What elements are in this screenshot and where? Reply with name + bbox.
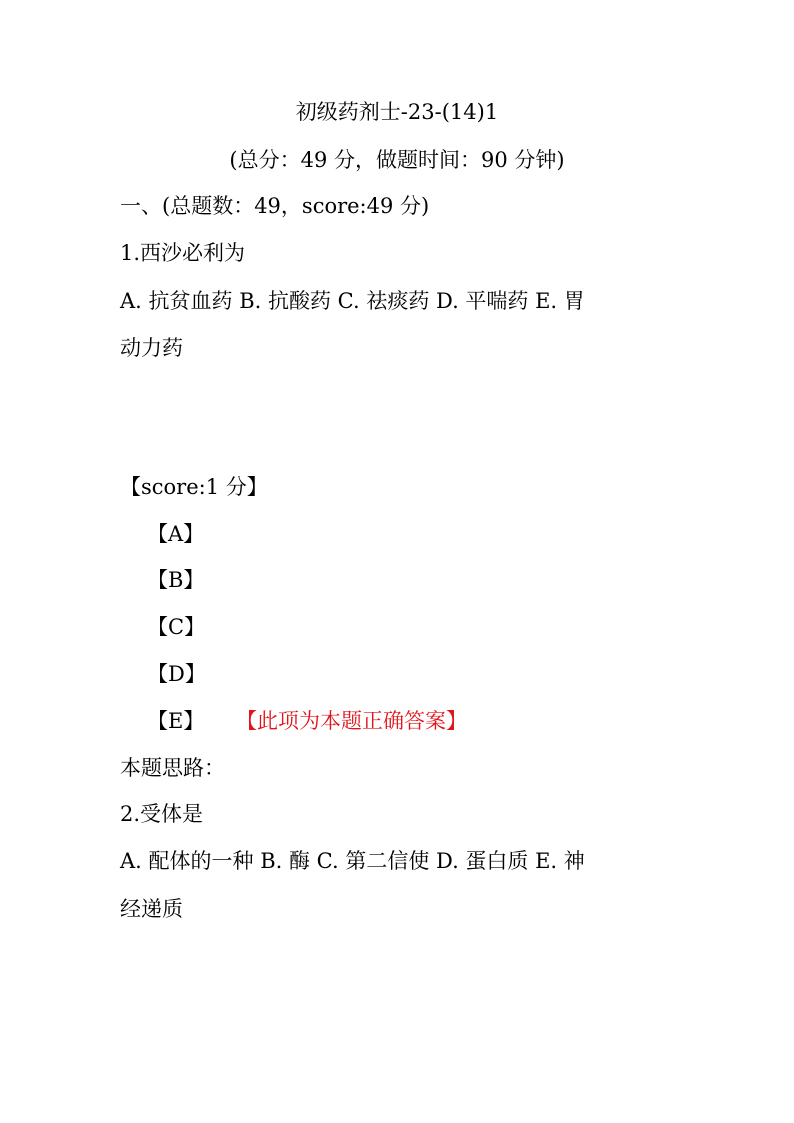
document-subtitle: (总分：49 分，做题时间：90 分钟) (229, 148, 565, 172)
question-options-continued: 经递质 (120, 897, 183, 921)
analysis-label: 本题思路： (120, 756, 225, 780)
document-title: 初级药剂士-23-(14)1 (295, 100, 499, 124)
question-score: 【score:1 分】 (120, 475, 268, 499)
choice-c: 【C】 (147, 615, 206, 639)
question-stem: 2.受体是 (120, 802, 204, 826)
question-options: A. 抗贫血药 B. 抗酸药 C. 祛痰药 D. 平喘药 E. 胃 (120, 289, 585, 313)
choice-a: 【A】 (147, 522, 205, 546)
choice-e: 【E】 (147, 709, 205, 733)
choice-d: 【D】 (147, 662, 206, 686)
question-stem: 1.西沙必利为 (120, 241, 246, 265)
question-options-continued: 动力药 (120, 336, 183, 360)
section-header: 一、(总题数：49，score:49 分) (120, 194, 430, 218)
question-options: A. 配体的一种 B. 酶 C. 第二信使 D. 蛋白质 E. 神 (120, 849, 585, 873)
correct-answer-note: 【此项为本题正确答案】 (236, 709, 467, 733)
choice-b: 【B】 (147, 568, 205, 592)
